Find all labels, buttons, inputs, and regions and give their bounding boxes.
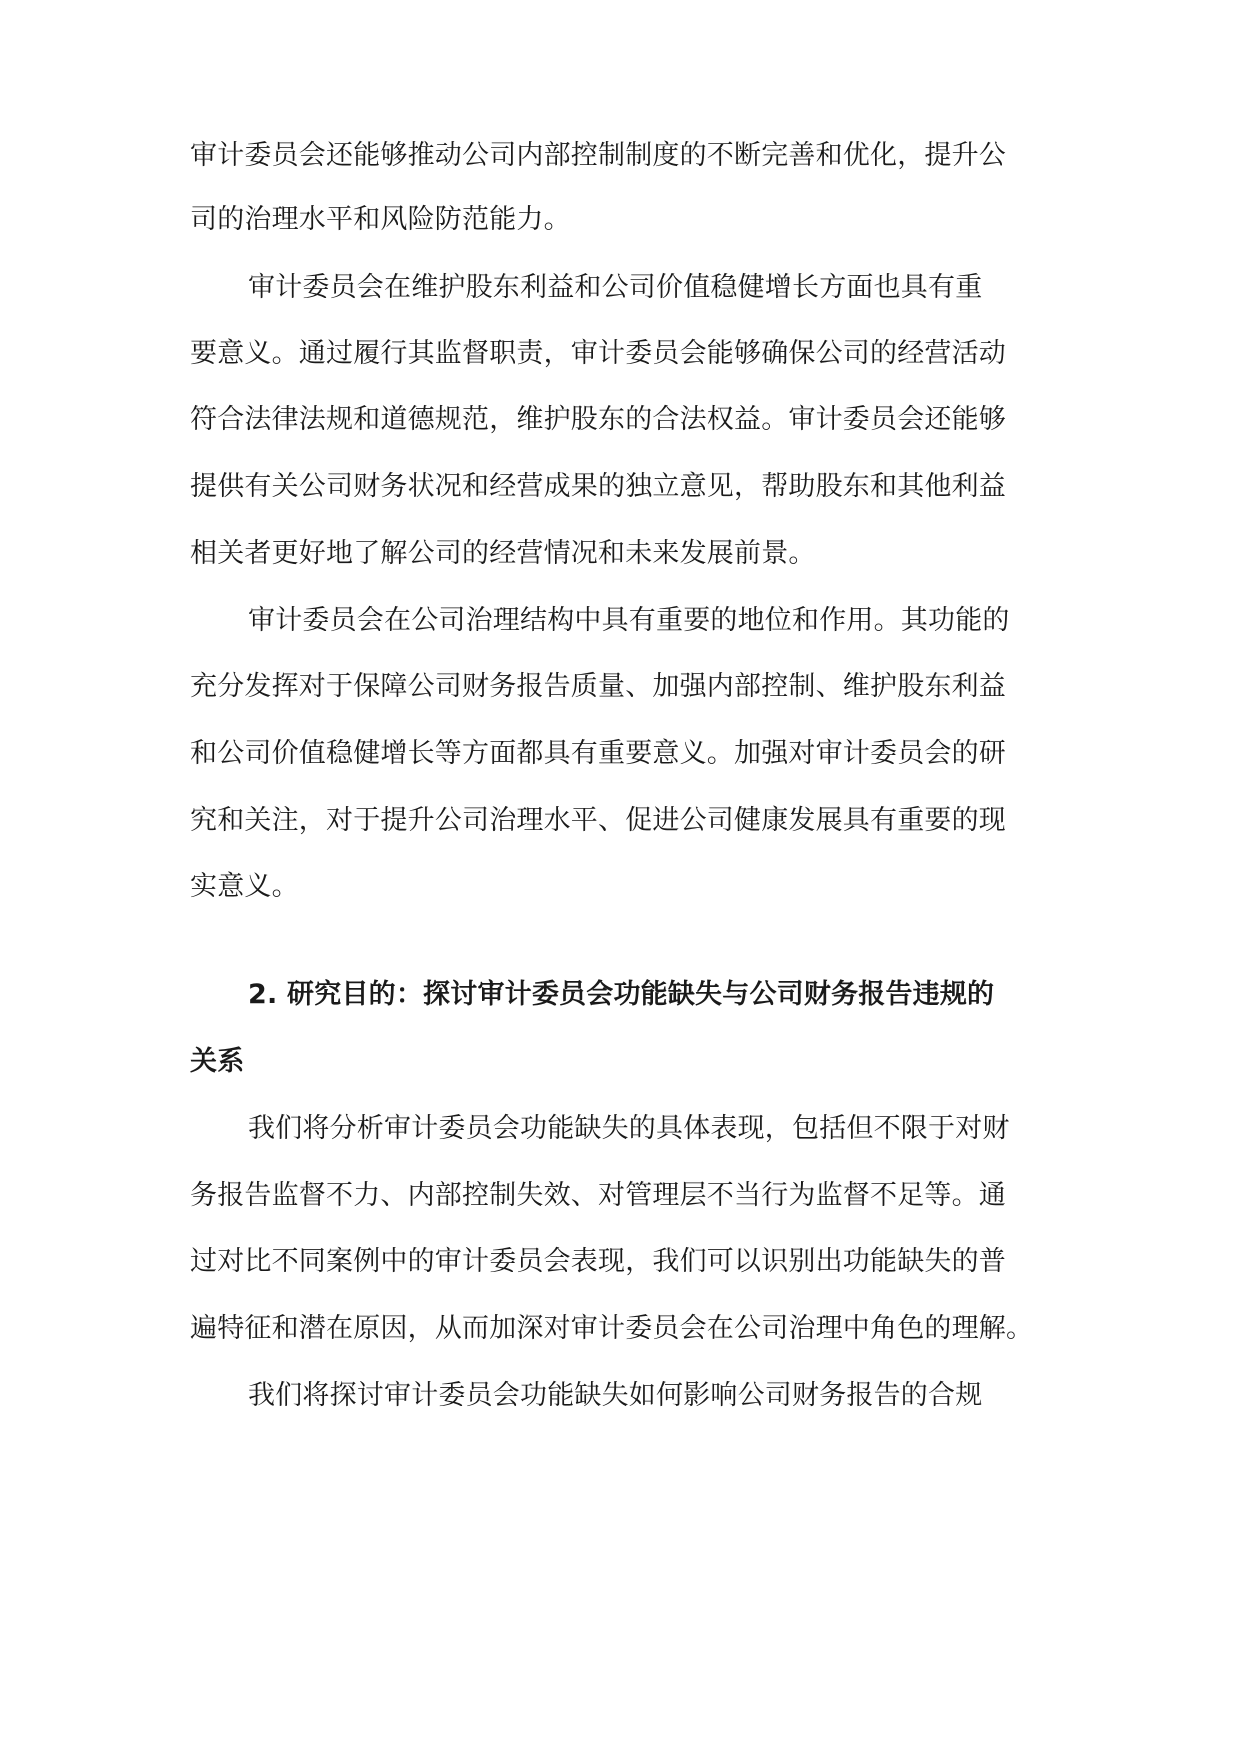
- paragraph-1-line-1: 审计委员会还能够推动公司内部控制制度的不断完善和优化，提升公: [190, 140, 1006, 171]
- paragraph-3-line-1: 审计委员会在公司治理结构中具有重要的地位和作用。其功能的: [248, 605, 1010, 636]
- paragraph-2-line-1: 审计委员会在维护股东利益和公司价值稳健增长方面也具有重: [248, 272, 983, 303]
- paragraph-1-line-2: 司的治理水平和风险防范能力。: [190, 204, 571, 235]
- paragraph-2-line-2: 要意义。通过履行其监督职责，审计委员会能够确保公司的经营活动: [190, 338, 1006, 369]
- paragraph-4-line-4: 遍特征和潜在原因，从而加深对审计委员会在公司治理中角色的理解。: [190, 1313, 1034, 1344]
- paragraph-3-line-2: 充分发挥对于保障公司财务报告质量、加强内部控制、维护股东利益: [190, 671, 1006, 702]
- paragraph-5-line-1: 我们将探讨审计委员会功能缺失如何影响公司财务报告的合规: [248, 1380, 983, 1411]
- paragraph-3-line-5: 实意义。: [190, 871, 299, 902]
- section-heading-line-2: 关系: [190, 1046, 245, 1077]
- paragraph-2-line-5: 相关者更好地了解公司的经营情况和未来发展前景。: [190, 538, 816, 569]
- paragraph-4-line-3: 过对比不同案例中的审计委员会表现，我们可以识别出功能缺失的普: [190, 1246, 1006, 1277]
- paragraph-3-line-4: 究和关注，对于提升公司治理水平、促进公司健康发展具有重要的现: [190, 805, 1006, 836]
- paragraph-4-line-1: 我们将分析审计委员会功能缺失的具体表现，包括但不限于对财: [248, 1113, 1010, 1144]
- paragraph-2-line-4: 提供有关公司财务状况和经营成果的独立意见，帮助股东和其他利益: [190, 471, 1006, 502]
- paragraph-3-line-3: 和公司价值稳健增长等方面都具有重要意义。加强对审计委员会的研: [190, 738, 1006, 769]
- section-heading-line-1: 2. 研究目的：探讨审计委员会功能缺失与公司财务报告违规的: [248, 979, 995, 1010]
- paragraph-4-line-2: 务报告监督不力、内部控制失效、对管理层不当行为监督不足等。通: [190, 1180, 1006, 1211]
- paragraph-2-line-3: 符合法律法规和道德规范，维护股东的合法权益。审计委员会还能够: [190, 404, 1006, 435]
